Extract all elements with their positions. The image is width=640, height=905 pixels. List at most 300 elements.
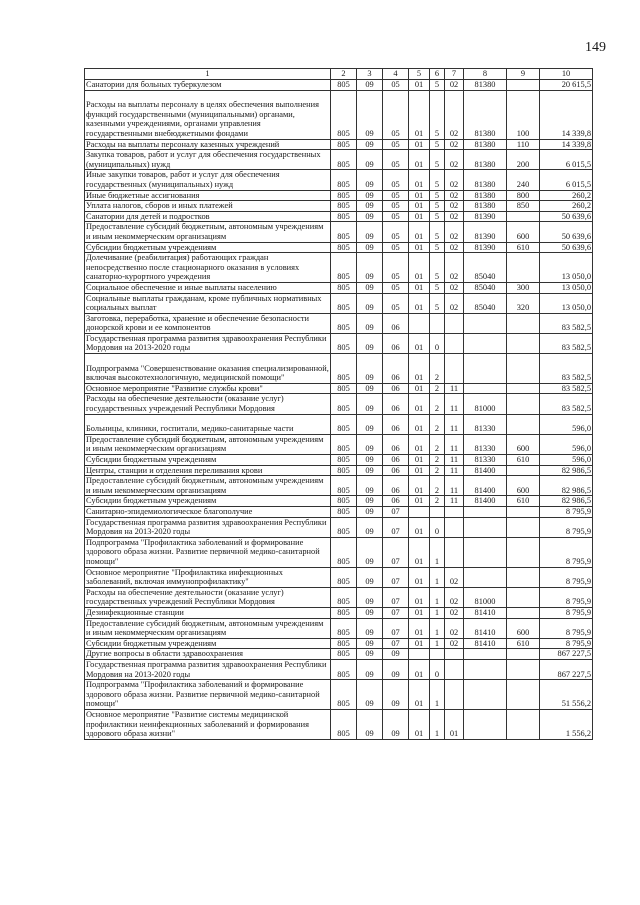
code-cell-8: 81000 — [464, 394, 507, 414]
code-cell-2: 805 — [331, 465, 357, 476]
code-cell-8 — [464, 354, 507, 384]
code-cell-4: 05 — [383, 90, 409, 139]
table-header — [85, 69, 593, 80]
code-cell-9: 600 — [507, 476, 540, 496]
table-row — [85, 201, 593, 212]
code-cell-9: 610 — [507, 638, 540, 649]
code-cell-5: 01 — [409, 282, 430, 293]
amount-cell: 8 795,9 — [540, 517, 593, 537]
row-name-cell: Расходы на выплаты персоналу казенных учреждений — [85, 139, 331, 150]
amount-cell: 20 615,5 — [540, 80, 593, 91]
code-cell-3: 09 — [357, 253, 383, 283]
code-cell-5: 01 — [409, 170, 430, 190]
table-row — [85, 150, 593, 170]
code-cell-3: 09 — [357, 455, 383, 466]
code-cell-3: 09 — [357, 607, 383, 618]
code-cell-2: 805 — [331, 507, 357, 518]
table-row — [85, 680, 593, 710]
code-cell-7 — [445, 354, 464, 384]
code-cell-9 — [507, 333, 540, 353]
header-cell: 5 — [409, 69, 430, 80]
code-cell-7: 02 — [445, 150, 464, 170]
code-cell-7 — [445, 313, 464, 333]
code-cell-8 — [464, 659, 507, 679]
code-cell-7 — [445, 333, 464, 353]
code-cell-8 — [464, 709, 507, 739]
table-row — [85, 242, 593, 253]
row-name-cell: Социальное обеспечение и иные выплаты населению — [85, 282, 331, 293]
code-cell-2: 805 — [331, 354, 357, 384]
table-row — [85, 383, 593, 394]
code-cell-8: 81380 — [464, 190, 507, 201]
amount-cell: 50 639,6 — [540, 222, 593, 242]
code-cell-2: 805 — [331, 313, 357, 333]
code-cell-9 — [507, 649, 540, 660]
code-cell-8 — [464, 383, 507, 394]
amount-cell: 8 795,9 — [540, 618, 593, 638]
code-cell-4: 07 — [383, 587, 409, 607]
code-cell-7: 02 — [445, 139, 464, 150]
code-cell-2: 805 — [331, 333, 357, 353]
amount-cell: 596,0 — [540, 414, 593, 434]
code-cell-6: 2 — [430, 354, 445, 384]
code-cell-3: 09 — [357, 170, 383, 190]
code-cell-6: 1 — [430, 607, 445, 618]
row-name-cell: Иные закупки товаров, работ и услуг для обеспечения государственных (муниципальных) нужд — [85, 170, 331, 190]
code-cell-7: 02 — [445, 638, 464, 649]
code-cell-8: 85040 — [464, 253, 507, 283]
code-cell-6: 5 — [430, 222, 445, 242]
code-cell-7: 02 — [445, 222, 464, 242]
code-cell-2: 805 — [331, 455, 357, 466]
amount-cell: 867 227,5 — [540, 649, 593, 660]
code-cell-2: 805 — [331, 139, 357, 150]
code-cell-6 — [430, 507, 445, 518]
code-cell-3: 09 — [357, 587, 383, 607]
code-cell-2: 805 — [331, 587, 357, 607]
code-cell-3: 09 — [357, 282, 383, 293]
code-cell-2: 805 — [331, 90, 357, 139]
code-cell-3: 09 — [357, 517, 383, 537]
code-cell-9 — [507, 659, 540, 679]
code-cell-9: 850 — [507, 201, 540, 212]
code-cell-3: 09 — [357, 476, 383, 496]
table-row — [85, 354, 593, 384]
table-row — [85, 618, 593, 638]
code-cell-4: 06 — [383, 434, 409, 454]
row-name-cell: Основное мероприятие "Развитие системы медицинской профилактики неинфекционных заболеваний и формирования здорового образа жизни" — [85, 709, 331, 739]
table-row — [85, 649, 593, 660]
code-cell-7: 11 — [445, 496, 464, 507]
code-cell-6: 2 — [430, 383, 445, 394]
code-cell-3: 09 — [357, 90, 383, 139]
table-row — [85, 507, 593, 518]
table-row — [85, 282, 593, 293]
code-cell-9: 300 — [507, 282, 540, 293]
code-cell-2: 805 — [331, 150, 357, 170]
row-name-cell: Субсидии бюджетным учреждениям — [85, 638, 331, 649]
code-cell-3: 09 — [357, 293, 383, 313]
code-cell-8: 81000 — [464, 587, 507, 607]
row-name-cell: Предоставление субсидий бюджетным, автономным учреждениям и иным некоммерческим организациям — [85, 222, 331, 242]
code-cell-5: 01 — [409, 90, 430, 139]
code-cell-7: 11 — [445, 465, 464, 476]
code-cell-8: 81330 — [464, 455, 507, 466]
code-cell-3: 09 — [357, 242, 383, 253]
amount-cell: 82 986,5 — [540, 465, 593, 476]
row-name-cell: Основное мероприятие "Развитие службы крови" — [85, 383, 331, 394]
code-cell-6: 0 — [430, 333, 445, 353]
code-cell-6: 5 — [430, 139, 445, 150]
table-row — [85, 90, 593, 139]
code-cell-5 — [409, 649, 430, 660]
table-row — [85, 222, 593, 242]
amount-cell: 14 339,8 — [540, 90, 593, 139]
row-name-cell: Подпрограмма "Совершенствование оказания специализированной, включая высокотехнологичную, медицинской помощи" — [85, 354, 331, 384]
code-cell-6: 1 — [430, 709, 445, 739]
code-cell-4: 05 — [383, 170, 409, 190]
table-row — [85, 455, 593, 466]
code-cell-6: 5 — [430, 90, 445, 139]
code-cell-7: 02 — [445, 211, 464, 222]
code-cell-4: 05 — [383, 211, 409, 222]
code-cell-6: 5 — [430, 253, 445, 283]
code-cell-6: 2 — [430, 465, 445, 476]
row-name-cell: Предоставление субсидий бюджетным, автономным учреждениям и иным некоммерческим организациям — [85, 618, 331, 638]
table-row — [85, 190, 593, 201]
code-cell-7: 11 — [445, 455, 464, 466]
code-cell-2: 805 — [331, 222, 357, 242]
code-cell-4: 06 — [383, 313, 409, 333]
code-cell-2: 805 — [331, 618, 357, 638]
row-name-cell: Субсидии бюджетным учреждениям — [85, 242, 331, 253]
code-cell-8 — [464, 680, 507, 710]
code-cell-5: 01 — [409, 139, 430, 150]
code-cell-8 — [464, 333, 507, 353]
code-cell-4: 05 — [383, 201, 409, 212]
table-row — [85, 567, 593, 587]
code-cell-5: 01 — [409, 587, 430, 607]
code-cell-5: 01 — [409, 709, 430, 739]
amount-cell: 83 582,5 — [540, 354, 593, 384]
code-cell-9 — [507, 354, 540, 384]
code-cell-9 — [507, 537, 540, 567]
code-cell-8: 81380 — [464, 139, 507, 150]
code-cell-9 — [507, 607, 540, 618]
code-cell-3: 09 — [357, 333, 383, 353]
code-cell-2: 805 — [331, 496, 357, 507]
code-cell-4: 07 — [383, 567, 409, 587]
code-cell-7: 02 — [445, 282, 464, 293]
amount-cell: 82 986,5 — [540, 476, 593, 496]
code-cell-4: 09 — [383, 709, 409, 739]
code-cell-5: 01 — [409, 638, 430, 649]
code-cell-8: 85040 — [464, 293, 507, 313]
code-cell-2: 805 — [331, 394, 357, 414]
code-cell-6: 2 — [430, 394, 445, 414]
code-cell-6 — [430, 649, 445, 660]
code-cell-2: 805 — [331, 253, 357, 283]
row-name-cell: Дезинфекционные станции — [85, 607, 331, 618]
code-cell-7: 02 — [445, 293, 464, 313]
code-cell-4: 05 — [383, 80, 409, 91]
code-cell-7: 11 — [445, 414, 464, 434]
code-cell-8: 81400 — [464, 496, 507, 507]
code-cell-3: 09 — [357, 150, 383, 170]
amount-cell: 8 795,9 — [540, 607, 593, 618]
code-cell-4: 06 — [383, 354, 409, 384]
amount-cell: 8 795,9 — [540, 567, 593, 587]
code-cell-2: 805 — [331, 517, 357, 537]
code-cell-6 — [430, 313, 445, 333]
code-cell-2: 805 — [331, 476, 357, 496]
code-cell-4: 09 — [383, 680, 409, 710]
table-row — [85, 587, 593, 607]
code-cell-5 — [409, 313, 430, 333]
code-cell-2: 805 — [331, 80, 357, 91]
code-cell-5: 01 — [409, 659, 430, 679]
code-cell-6: 5 — [430, 211, 445, 222]
code-cell-9 — [507, 80, 540, 91]
code-cell-8 — [464, 537, 507, 567]
row-name-cell: Субсидии бюджетным учреждениям — [85, 496, 331, 507]
amount-cell: 8 795,9 — [540, 507, 593, 518]
code-cell-3: 09 — [357, 709, 383, 739]
code-cell-4: 06 — [383, 455, 409, 466]
table-body — [85, 80, 593, 740]
code-cell-2: 805 — [331, 211, 357, 222]
code-cell-8: 81330 — [464, 414, 507, 434]
code-cell-4: 07 — [383, 537, 409, 567]
code-cell-6: 0 — [430, 517, 445, 537]
table-row — [85, 333, 593, 353]
table-row — [85, 434, 593, 454]
code-cell-3: 09 — [357, 567, 383, 587]
code-cell-3: 09 — [357, 394, 383, 414]
code-cell-7 — [445, 517, 464, 537]
code-cell-8: 81380 — [464, 150, 507, 170]
header-cell: 7 — [445, 69, 464, 80]
code-cell-9 — [507, 709, 540, 739]
table-row — [85, 638, 593, 649]
row-name-cell: Иные бюджетные ассигнования — [85, 190, 331, 201]
code-cell-5: 01 — [409, 253, 430, 283]
code-cell-5: 01 — [409, 618, 430, 638]
row-name-cell: Социальные выплаты гражданам, кроме публичных нормативных социальных выплат — [85, 293, 331, 313]
code-cell-3: 09 — [357, 638, 383, 649]
code-cell-8: 81400 — [464, 465, 507, 476]
code-cell-4: 05 — [383, 242, 409, 253]
code-cell-8 — [464, 517, 507, 537]
code-cell-2: 805 — [331, 170, 357, 190]
row-name-cell: Центры, станции и отделения переливания крови — [85, 465, 331, 476]
code-cell-2: 805 — [331, 242, 357, 253]
code-cell-7: 02 — [445, 90, 464, 139]
table-row — [85, 537, 593, 567]
code-cell-9 — [507, 680, 540, 710]
row-name-cell: Закупка товаров, работ и услуг для обеспечения государственных (муниципальных) нужд — [85, 150, 331, 170]
code-cell-8 — [464, 313, 507, 333]
header-cell: 8 — [464, 69, 507, 80]
code-cell-8: 85040 — [464, 282, 507, 293]
row-name-cell: Основное мероприятие "Профилактика инфекционных заболеваний, включая иммунопрофилактику" — [85, 567, 331, 587]
code-cell-4: 05 — [383, 282, 409, 293]
code-cell-7: 02 — [445, 201, 464, 212]
code-cell-2: 805 — [331, 190, 357, 201]
code-cell-7: 11 — [445, 476, 464, 496]
code-cell-2: 805 — [331, 638, 357, 649]
row-name-cell: Другие вопросы в области здравоохранения — [85, 649, 331, 660]
code-cell-5: 01 — [409, 293, 430, 313]
code-cell-6: 1 — [430, 638, 445, 649]
header-cell: 3 — [357, 69, 383, 80]
header-cell: 9 — [507, 69, 540, 80]
code-cell-6: 2 — [430, 414, 445, 434]
code-cell-9: 600 — [507, 618, 540, 638]
row-name-cell: Государственная программа развития здравоохранения Республики Мордовия на 2013-2020 годы — [85, 517, 331, 537]
code-cell-2: 805 — [331, 567, 357, 587]
code-cell-3: 09 — [357, 354, 383, 384]
code-cell-2: 805 — [331, 383, 357, 394]
code-cell-8: 81410 — [464, 638, 507, 649]
table-row — [85, 476, 593, 496]
code-cell-4: 05 — [383, 190, 409, 201]
amount-cell: 14 339,8 — [540, 139, 593, 150]
row-name-cell: Субсидии бюджетным учреждениям — [85, 455, 331, 466]
code-cell-4: 06 — [383, 496, 409, 507]
code-cell-4: 05 — [383, 150, 409, 170]
code-cell-5 — [409, 507, 430, 518]
code-cell-8 — [464, 567, 507, 587]
amount-cell: 8 795,9 — [540, 638, 593, 649]
code-cell-4: 07 — [383, 517, 409, 537]
code-cell-2: 805 — [331, 434, 357, 454]
code-cell-5: 01 — [409, 190, 430, 201]
code-cell-2: 805 — [331, 282, 357, 293]
table-row — [85, 253, 593, 283]
table-row — [85, 80, 593, 91]
code-cell-8: 81410 — [464, 618, 507, 638]
table-row — [85, 517, 593, 537]
code-cell-7: 02 — [445, 253, 464, 283]
amount-cell: 13 050,0 — [540, 253, 593, 283]
code-cell-4: 09 — [383, 659, 409, 679]
code-cell-2: 805 — [331, 659, 357, 679]
table-row — [85, 709, 593, 739]
code-cell-5: 01 — [409, 333, 430, 353]
row-name-cell: Санитарно-эпидемиологическое благополучие — [85, 507, 331, 518]
table-row — [85, 293, 593, 313]
code-cell-3: 09 — [357, 649, 383, 660]
code-cell-3: 09 — [357, 313, 383, 333]
header-cell: 2 — [331, 69, 357, 80]
code-cell-9: 240 — [507, 170, 540, 190]
code-cell-5: 01 — [409, 567, 430, 587]
code-cell-8: 81410 — [464, 607, 507, 618]
code-cell-3: 09 — [357, 201, 383, 212]
code-cell-3: 09 — [357, 680, 383, 710]
header-cell: 6 — [430, 69, 445, 80]
code-cell-8: 81330 — [464, 434, 507, 454]
code-cell-6: 1 — [430, 618, 445, 638]
code-cell-6: 2 — [430, 476, 445, 496]
code-cell-8: 81380 — [464, 170, 507, 190]
amount-cell: 50 639,6 — [540, 242, 593, 253]
code-cell-4: 05 — [383, 139, 409, 150]
table-row — [85, 607, 593, 618]
code-cell-7: 02 — [445, 170, 464, 190]
row-name-cell: Расходы на выплаты персоналу в целях обеспечения выполнения функций государственными (муниципальными) органами, казенными учреждениями, органами управления государственными внебюджетными фондами — [85, 90, 331, 139]
code-cell-6: 5 — [430, 201, 445, 212]
table-row — [85, 465, 593, 476]
code-cell-6: 5 — [430, 242, 445, 253]
code-cell-7: 11 — [445, 434, 464, 454]
code-cell-9: 320 — [507, 293, 540, 313]
code-cell-7 — [445, 659, 464, 679]
table-row — [85, 394, 593, 414]
code-cell-4: 05 — [383, 293, 409, 313]
code-cell-7 — [445, 680, 464, 710]
table-row — [85, 659, 593, 679]
code-cell-3: 09 — [357, 383, 383, 394]
table-row — [85, 496, 593, 507]
code-cell-4: 06 — [383, 414, 409, 434]
code-cell-3: 09 — [357, 496, 383, 507]
code-cell-4: 06 — [383, 476, 409, 496]
code-cell-7: 02 — [445, 80, 464, 91]
code-cell-2: 805 — [331, 649, 357, 660]
code-cell-9 — [507, 507, 540, 518]
code-cell-4: 06 — [383, 383, 409, 394]
code-cell-5: 01 — [409, 383, 430, 394]
code-cell-7: 02 — [445, 567, 464, 587]
code-cell-4: 07 — [383, 607, 409, 618]
budget-table — [84, 68, 593, 740]
code-cell-9 — [507, 587, 540, 607]
code-cell-4: 09 — [383, 649, 409, 660]
code-cell-9: 110 — [507, 139, 540, 150]
code-cell-5: 01 — [409, 465, 430, 476]
code-cell-7: 11 — [445, 394, 464, 414]
code-cell-2: 805 — [331, 293, 357, 313]
code-cell-6: 2 — [430, 434, 445, 454]
code-cell-2: 805 — [331, 709, 357, 739]
row-name-cell: Санатории для больных туберкулезом — [85, 80, 331, 91]
code-cell-9: 100 — [507, 90, 540, 139]
table-row — [85, 414, 593, 434]
amount-cell: 13 050,0 — [540, 282, 593, 293]
code-cell-3: 09 — [357, 139, 383, 150]
code-cell-2: 805 — [331, 537, 357, 567]
row-name-cell: Государственная программа развития здравоохранения Республики Мордовия на 2013-2020 годы — [85, 333, 331, 353]
row-name-cell: Предоставление субсидий бюджетным, автономным учреждениям и иным некоммерческим организациям — [85, 476, 331, 496]
amount-cell: 51 556,2 — [540, 680, 593, 710]
row-name-cell: Подпрограмма "Профилактика заболеваний и формирование здорового образа жизни. Развитие первичной медико-санитарной помощи" — [85, 537, 331, 567]
code-cell-5: 01 — [409, 476, 430, 496]
code-cell-7: 02 — [445, 242, 464, 253]
code-cell-3: 09 — [357, 618, 383, 638]
amount-cell: 260,2 — [540, 190, 593, 201]
code-cell-9 — [507, 414, 540, 434]
amount-cell: 83 582,5 — [540, 333, 593, 353]
code-cell-6: 1 — [430, 680, 445, 710]
code-cell-5: 01 — [409, 537, 430, 567]
code-cell-3: 09 — [357, 465, 383, 476]
code-cell-5: 01 — [409, 354, 430, 384]
code-cell-5: 01 — [409, 496, 430, 507]
amount-cell: 8 795,9 — [540, 537, 593, 567]
code-cell-8: 81390 — [464, 211, 507, 222]
